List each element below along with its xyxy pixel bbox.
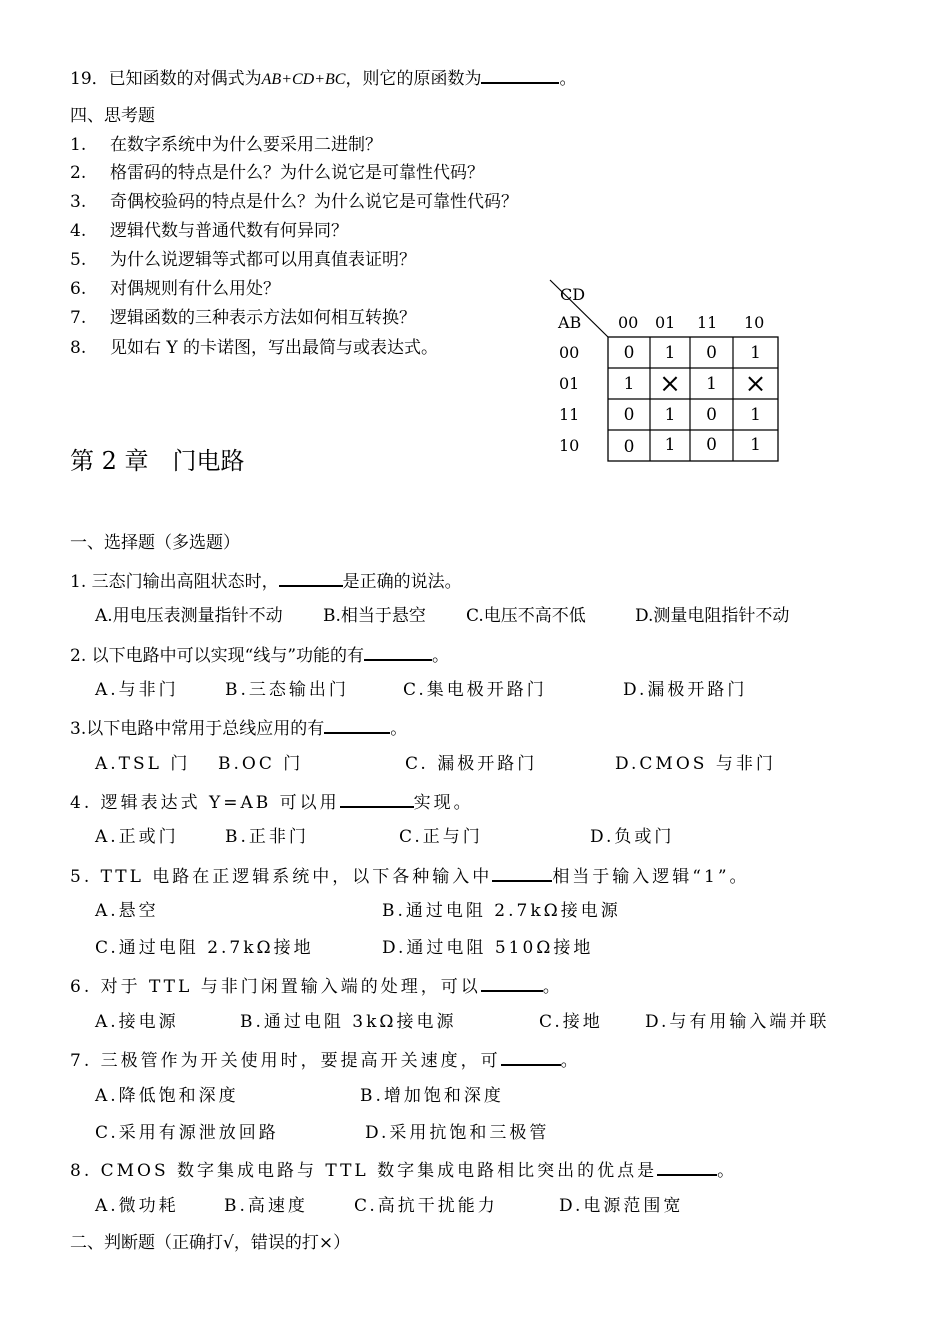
option: B.通过电阻 3kΩ接电源 [240,1012,457,1032]
item-text: 逻辑函数的三种表示方法如何相互转换？ [110,308,416,328]
option: A.正或门 [95,827,179,847]
kmap-ab-label: AB [558,313,582,332]
kmap-cell: 0 [623,437,635,457]
option: C. 漏极开路门 [405,754,538,774]
item-number: 6. [70,279,87,299]
item-text: 逻辑代数与普通代数有何异同？ [110,221,348,241]
kmap-cell: 0 [706,435,717,455]
question-19-end: 。 [559,69,577,89]
answer-blank [364,643,432,661]
kmap-col-header: 10 [744,313,765,332]
option: B.三态输出门 [225,680,349,700]
option: D.测量电阻指针不动 [635,606,790,626]
question-stem-end: 是正确的说法。 [342,572,462,592]
answer-blank [481,974,543,992]
item-text: 在数字系统中为什么要采用二进制？ [110,135,382,155]
item-text: 奇偶校验码的特点是什么？为什么说它是可靠性代码？ [110,192,518,212]
kmap-col-header: 00 [618,313,639,332]
kmap-cell: 1 [750,435,761,455]
item-number: 1. [70,135,87,155]
kmap-dont-care-cell: × [744,369,767,399]
list-item [70,134,382,156]
answer-blank [501,1048,561,1066]
item-number: 7. [70,308,87,328]
option: D.通过电阻 510Ω接地 [382,938,594,958]
option: C.采用有源泄放回路 [95,1123,279,1143]
kmap-cell: 1 [706,374,717,394]
option: D.与有用输入端并联 [645,1012,830,1032]
item-number: 8. [70,338,87,358]
section-title-true-false: 二、判断题（正确打√，错误的打×） [70,1233,351,1253]
answer-blank [279,569,343,587]
item-number: 2. [70,163,87,183]
kmap-col-header: 11 [697,313,718,332]
question-stem: 3.以下电路中常用于总线应用的有 [70,719,325,739]
question-8 [70,1158,737,1182]
kmap-row-header: 10 [559,436,580,455]
option: B.正非门 [225,827,309,847]
question-stem-end: 。 [432,646,450,666]
option: B.相当于悬空 [323,606,426,626]
option: D.CMOS 与非门 [615,754,776,774]
list-item [70,191,518,213]
question-stem: 5. TTL 电路在正逻辑系统中，以下各种输入中 [70,867,493,887]
question-19-suffix: ，则它的原函数为 [345,69,482,89]
question-stem: 4. 逻辑表达式 Y=AB 可以用 [70,793,340,813]
item-number: 3. [70,192,87,212]
option: C.集电极开路门 [403,680,547,700]
chapter-title: 第 2 章 门电路 [70,447,245,475]
kmap-cell: 1 [750,343,761,363]
answer-blank [657,1158,717,1176]
kmap-cell: 0 [706,405,717,425]
option: A.微功耗 [95,1196,179,1216]
question-stem-end: 实现。 [413,793,474,813]
list-item [70,278,280,300]
question-1 [70,569,462,593]
kmap-col-header: 01 [655,313,676,332]
karnaugh-map [540,275,790,470]
kmap-cell: 1 [664,405,676,425]
answer-blank [481,66,559,84]
list-item [70,162,484,184]
list-item [70,249,416,271]
question-3 [70,716,407,740]
option: C.正与门 [399,827,483,847]
section-title-thinking: 四、思考题 [70,106,155,126]
option: A.悬空 [95,901,159,921]
item-text: 见如右 Y 的卡诺图，写出最简与或表达式。 [110,338,439,358]
list-item [70,307,416,329]
option: B.OC 门 [218,754,304,774]
option: B.通过电阻 2.7kΩ接电源 [382,901,621,921]
question-stem: 7. 三极管作为开关使用时，要提高开关速度，可 [70,1051,501,1071]
kmap-dont-care-cell: × [659,369,681,399]
question-stem: 2. 以下电路中可以实现“线与”功能的有 [70,646,365,666]
option: D.电源范围宽 [559,1196,684,1216]
option: B.增加饱和深度 [360,1086,504,1106]
kmap-cell: 1 [664,435,676,455]
question-stem: 6. 对于 TTL 与非门闲置输入端的处理，可以 [70,977,481,997]
question-stem-end: 。 [390,719,408,739]
option: A.接电源 [95,1012,179,1032]
question-19-prefix: 19．已知函数的对偶式为 [70,69,262,89]
item-number: 4. [70,221,87,241]
question-7 [70,1048,581,1072]
question-5 [70,864,750,888]
list-item [70,337,438,359]
option: A.TSL 门 [95,754,191,774]
section-title-multiple-choice: 一、选择题（多选题） [70,533,240,553]
dual-formula: AB+CD+BC [261,71,346,88]
option: D.漏极开路门 [623,680,748,700]
item-text: 为什么说逻辑等式都可以用真值表证明？ [110,250,416,270]
question-19 [70,66,576,91]
question-4 [70,790,474,814]
option: D.负或门 [590,827,675,847]
option: A.用电压表测量指针不动 [95,606,283,626]
kmap-cd-label: CD [560,285,586,304]
option: C.接地 [539,1012,603,1032]
list-item [70,220,348,242]
option: A.与非门 [95,680,179,700]
question-6 [70,974,563,998]
question-2 [70,643,449,667]
question-stem: 1. 三态门输出高阻状态时， [70,572,279,592]
option: C.电压不高不低 [466,606,586,626]
option: A.降低饱和深度 [95,1086,239,1106]
kmap-row-header: 11 [559,405,580,424]
kmap-cell: 1 [750,405,761,425]
answer-blank [492,864,552,882]
question-stem-end: 。 [717,1161,738,1181]
item-text: 格雷码的特点是什么？为什么说它是可靠性代码？ [110,163,484,183]
answer-blank [340,790,414,808]
option: C.高抗干扰能力 [354,1196,498,1216]
option: B.高速度 [224,1196,308,1216]
kmap-cell: 1 [623,374,635,394]
question-stem-end: 相当于输入逻辑“1”。 [552,867,750,887]
answer-blank [324,716,390,734]
question-stem-end: 。 [542,977,563,997]
kmap-row-header: 01 [559,374,580,393]
kmap-cell: 0 [706,343,717,363]
item-text: 对偶规则有什么用处？ [110,279,280,299]
kmap-cell: 0 [623,405,635,425]
question-stem: 8. CMOS 数字集成电路与 TTL 数字集成电路相比突出的优点是 [70,1161,658,1181]
question-stem-end: 。 [560,1051,581,1071]
kmap-row-header: 00 [559,343,580,362]
kmap-cell: 0 [623,343,635,363]
item-number: 5. [70,250,87,270]
option: D.采用抗饱和三极管 [365,1123,550,1143]
kmap-cell: 1 [664,343,676,363]
option: C.通过电阻 2.7kΩ接地 [95,938,314,958]
